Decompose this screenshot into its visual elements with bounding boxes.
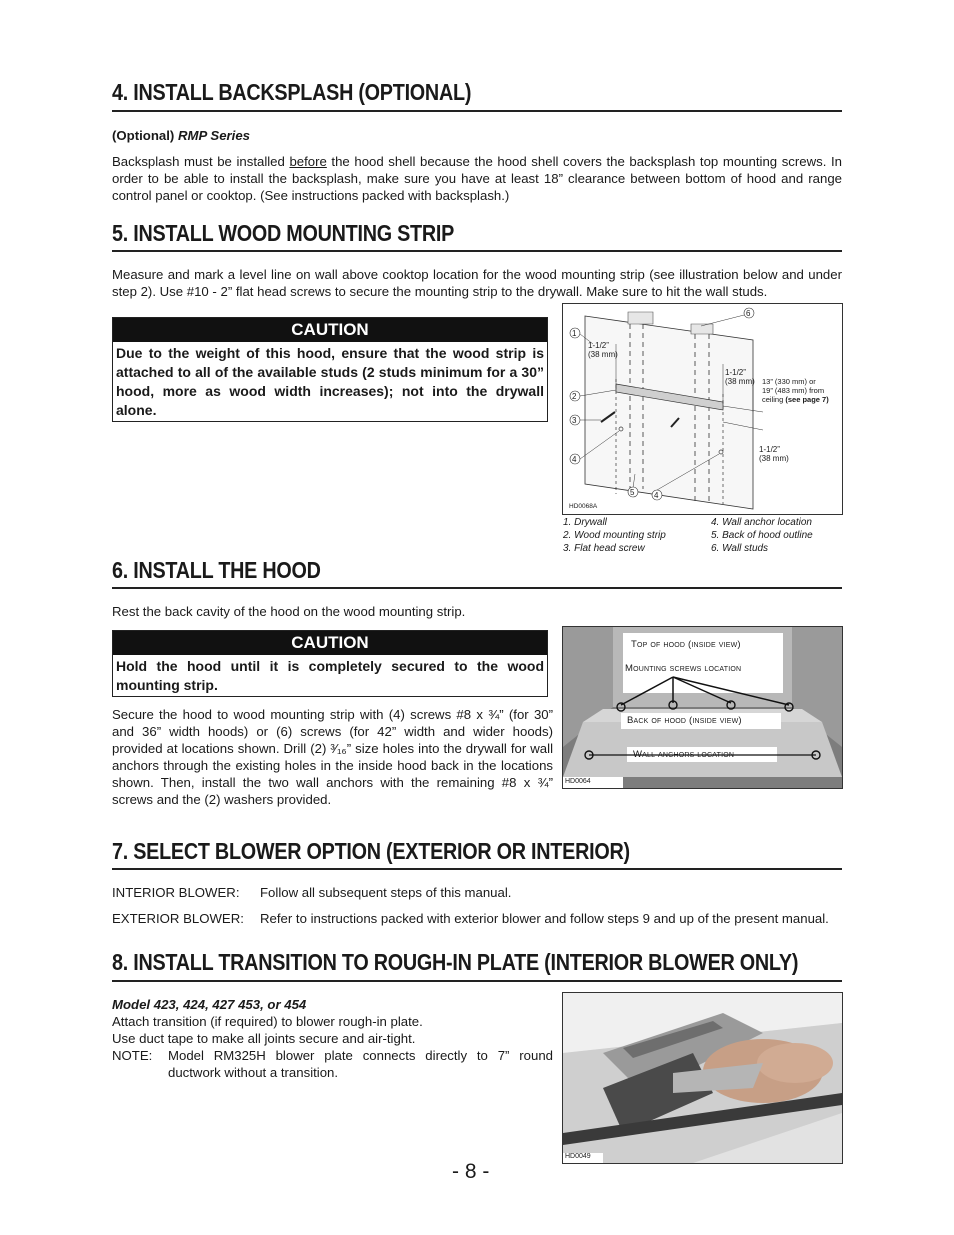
section-4-paragraph — [112, 153, 842, 204]
section-6-title: 6. INSTALL THE HOOD — [112, 557, 321, 583]
optional-label: (Optional) — [112, 128, 178, 143]
label-back-of-hood: Back of hood (inside view) — [627, 715, 742, 726]
label-top-of-hood: Top of hood (inside view) — [631, 639, 741, 650]
legend-item: 3. Flat head screw — [563, 543, 645, 554]
legend-item: 1. Drywall — [563, 517, 607, 528]
hood-inside-photo — [562, 626, 843, 789]
section-6-paragraph: Secure the hood to wood mounting strip with (4) screws #8 x ¾” (for 30” and 36” width hoods) or (6) screws (for 42” width and wider hoods) provided at locations shown. Drill (2) ³⁄₁₆” size holes into the drywall for wall anchors through the existing holes in the inside hood back in the locations shown. Then, install the two wall anchors with the remaining #8 x ¾” screws and the (2) washers provided. — [112, 707, 553, 807]
wall-mounting-diagram — [562, 303, 843, 515]
callout-6: 6 — [746, 309, 751, 318]
figure-code: HD0064 — [565, 778, 591, 785]
section-4-subtitle — [112, 127, 250, 144]
interior-blower-label: INTERIOR BLOWER: — [112, 885, 240, 900]
hood-inside-illustration — [563, 627, 842, 788]
dimension-bottom-right: 1-1/2” (38 mm) — [759, 445, 789, 463]
label-wall-anchors: Wall anchors location — [633, 749, 735, 760]
para-underlined: before — [289, 154, 327, 169]
callout-4: 4 — [572, 455, 577, 464]
callout-2: 2 — [572, 392, 577, 401]
dimension-ceiling: 13” (330 mm) or 19” (483 mm) from ceiling (see page 7) — [762, 377, 829, 404]
caution-heading: CAUTION — [113, 631, 547, 655]
para-part-a: Backsplash must be installed — [112, 154, 290, 169]
caution-heading: CAUTION — [113, 318, 547, 342]
callout-4b: 4 — [654, 491, 659, 500]
section-8-rule — [112, 980, 842, 982]
note-text: Model RM325H blower plate connects directly to 7” round ductwork without a transition. — [168, 1048, 553, 1080]
model-list: Model 423, 424, 427 453, or 454 — [112, 997, 307, 1012]
dimension-top-right: 1-1/2” (38 mm) — [725, 368, 755, 386]
series-label: RMP Series — [177, 128, 251, 143]
page-number: - 8 - — [452, 1160, 490, 1183]
callout-3: 3 — [572, 416, 577, 425]
legend-item: 5. Back of hood outline — [711, 530, 813, 541]
instruction-1: Attach transition (if required) to blower rough-in plate. — [112, 1014, 423, 1029]
figure-code: HD0049 — [565, 1153, 591, 1160]
exterior-blower-text: Refer to instructions packed with exterior blower and follow steps 9 and up of the present manual. — [260, 911, 829, 926]
callout-5: 5 — [630, 488, 635, 497]
section-5-paragraph: Measure and mark a level line on wall above cooktop location for the wood mounting strip (see illustration below and under step 2). Use #10 - 2” flat head screws to secure the mounting strip to the drywall. Make sure to hit the wall studs. — [112, 267, 842, 299]
note-label: NOTE: — [112, 1048, 153, 1063]
figure-legend-col-2 — [711, 516, 841, 555]
section-7-rule — [112, 868, 842, 870]
caution-box-2 — [112, 630, 548, 697]
instruction-2: Use duct tape to make all joints secure and air-tight. — [112, 1031, 416, 1046]
transition-photo — [562, 992, 843, 1164]
section-6-rule — [112, 587, 842, 589]
figure-code: HD0068A — [569, 503, 598, 510]
section-7-title: 7. SELECT BLOWER OPTION (EXTERIOR OR INTERIOR) — [112, 838, 630, 864]
caution-text: Due to the weight of this hood, ensure that the wood strip is attached to all of the available studs (2 studs minimum for a 30” hood, more as wood width increases); not into the drywall alone. — [116, 345, 544, 418]
legend-item: 6. Wall studs — [711, 543, 769, 554]
section-4-title: 4. INSTALL BACKSPLASH (OPTIONAL) — [112, 79, 472, 105]
section-6-intro: Rest the back cavity of the hood on the wood mounting strip. — [112, 604, 466, 619]
caution-box-1 — [112, 317, 548, 422]
callout-1: 1 — [572, 329, 577, 338]
caution-text: Hold the hood until it is completely secured to the wood mounting strip. — [116, 658, 544, 693]
legend-item: 2. Wood mounting strip — [563, 530, 666, 541]
label-mounting-screws: Mounting screws location — [625, 663, 742, 674]
section-5-rule — [112, 250, 842, 252]
dimension-top-left: 1-1/2” (38 mm) — [588, 341, 618, 359]
exterior-blower-label: EXTERIOR BLOWER: — [112, 911, 244, 926]
transition-illustration — [563, 993, 842, 1163]
section-5-title: 5. INSTALL WOOD MOUNTING STRIP — [112, 220, 455, 246]
section-8-title: 8. INSTALL TRANSITION TO ROUGH-IN PLATE (INTERIOR BLOWER ONLY) — [112, 949, 799, 975]
section-4-rule — [112, 110, 842, 112]
figure-legend-col-1 — [563, 516, 713, 555]
legend-item: 4. Wall anchor location — [711, 517, 812, 528]
drywall-illustration — [563, 304, 842, 514]
para-part-b: the hood shell because the hood shell covers the backsplash top mounting screws. In order to be able to install the backsplash, make sure you have at least 18” clearance between bottom of hood and range control panel or cooktop. (See instructions packed with backsplash.) — [112, 154, 842, 203]
interior-blower-text: Follow all subsequent steps of this manual. — [260, 885, 512, 900]
